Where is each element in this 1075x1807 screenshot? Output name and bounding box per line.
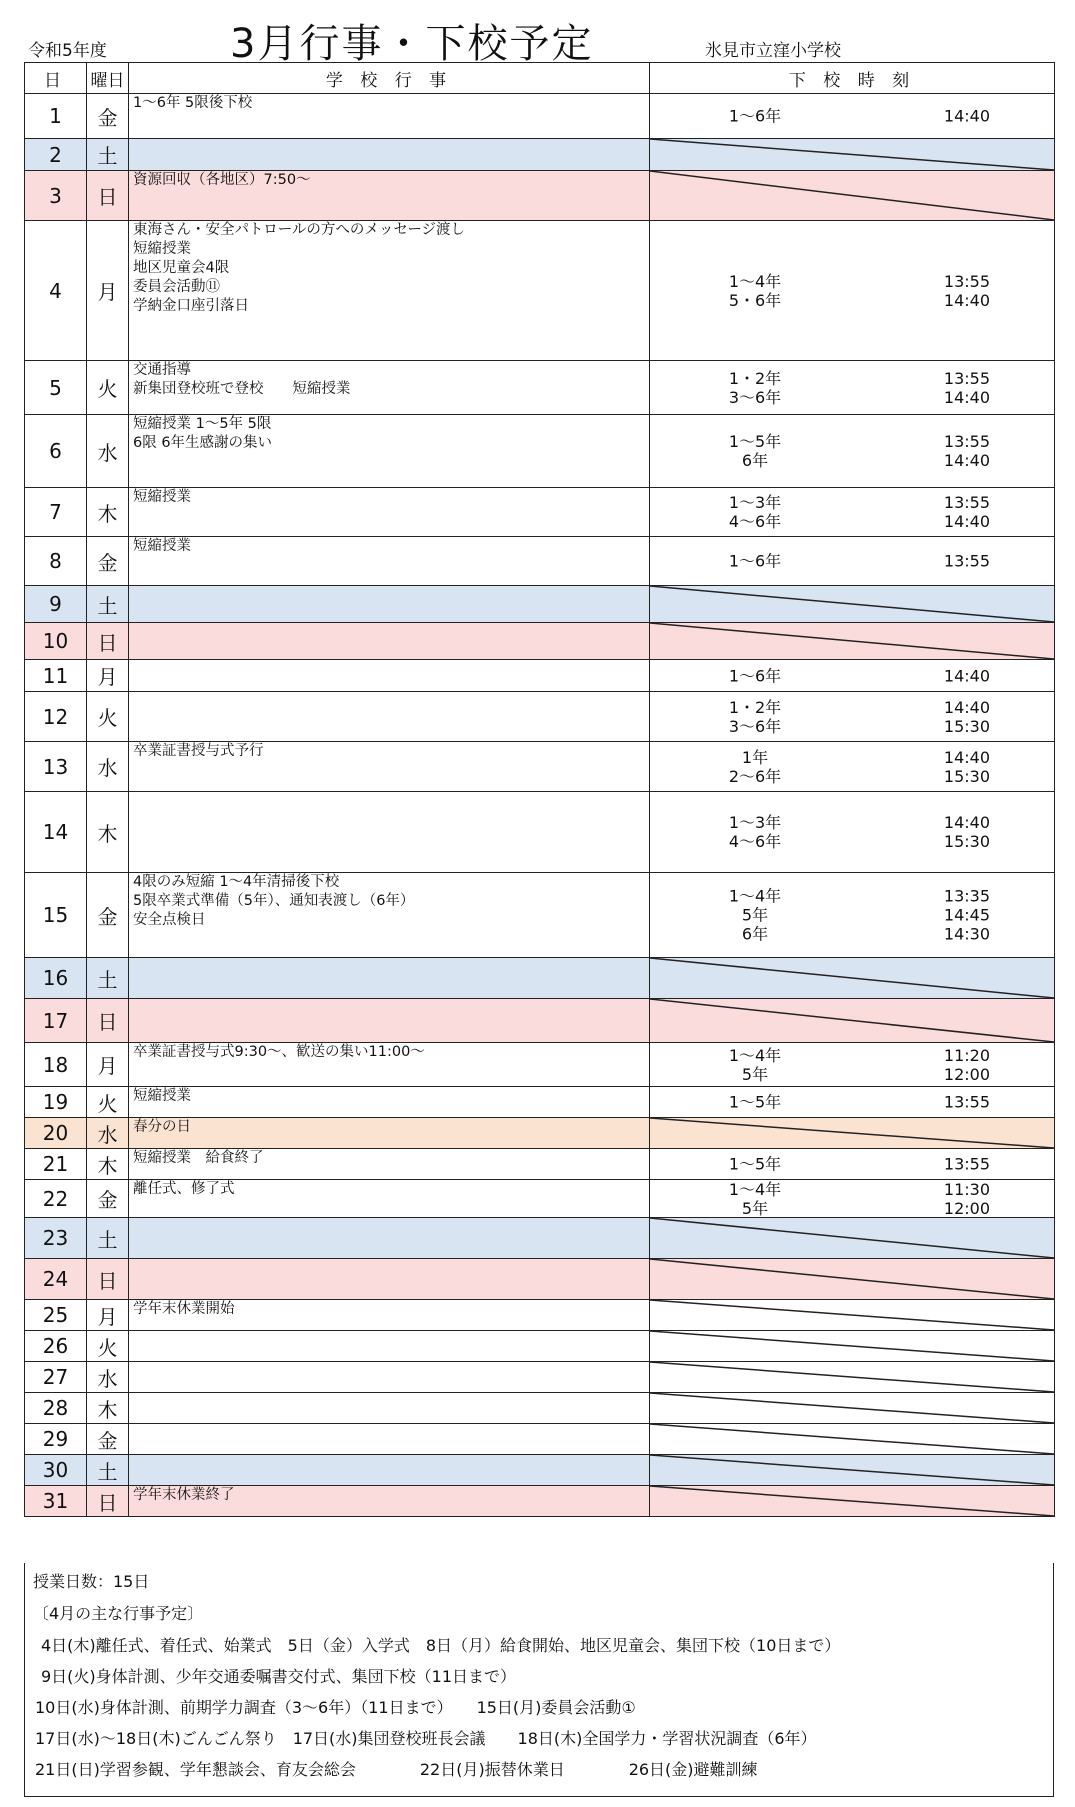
day-cell: 17	[25, 999, 87, 1043]
dismissal-times: 11:20 12:00	[943, 1045, 990, 1084]
events-cell: 東海さん・安全パトロールの方へのメッセージ渡し 短縮授業 地区児童会4限 委員会活動⑪ 学納金口座引落日	[129, 221, 650, 361]
dismissal-grades: 1・2年 3～6年	[728, 697, 782, 736]
dismissal-cell	[650, 792, 1055, 873]
table-row	[25, 742, 1055, 792]
day-cell: 30	[25, 1455, 87, 1486]
day-cell: 22	[25, 1180, 87, 1218]
slash-line	[650, 1393, 1054, 1423]
slash-line	[650, 999, 1054, 1042]
dismissal-times: 14:40 15:30	[943, 747, 990, 786]
diagonal-slash	[650, 1331, 1054, 1361]
dismissal-times: 13:55 14:40	[943, 368, 990, 407]
day-cell: 11	[25, 660, 87, 692]
day-cell: 31	[25, 1486, 87, 1517]
weekday-cell: 日	[87, 1486, 129, 1517]
slash-line	[650, 586, 1054, 622]
dismissal-grades: 1～5年 6年	[728, 432, 782, 470]
table-row	[25, 1180, 1055, 1218]
table-row	[25, 171, 1055, 221]
weekday-cell: 火	[87, 1331, 129, 1362]
table-row	[25, 873, 1055, 958]
day-cell: 23	[25, 1218, 87, 1259]
fiscal-year-label: 令和5年度	[28, 41, 107, 61]
table-row	[25, 1393, 1055, 1424]
weekday-cell: 水	[87, 1362, 129, 1393]
diagonal-slash	[650, 999, 1054, 1042]
dismissal-times: 14:40 15:30	[943, 813, 990, 851]
no-dismissal-cell	[650, 1218, 1055, 1259]
weekday-cell: 火	[87, 361, 129, 415]
day-cell: 14	[25, 792, 87, 873]
weekday-cell: 土	[87, 139, 129, 171]
table-row	[25, 1300, 1055, 1331]
april-event-line: 10日(水)身体計測、前期学力調査（3～6年）（11日まで） 15日(月)委員会活動①	[35, 1698, 636, 1717]
dismissal-cell	[650, 415, 1055, 488]
slash-line	[650, 139, 1054, 170]
events-cell: 1～6年 5限後下校	[129, 94, 650, 139]
day-cell: 18	[25, 1043, 87, 1087]
dismissal-grades: 1・2年 3～6年	[728, 368, 782, 407]
day-cell: 29	[25, 1424, 87, 1455]
notes-section	[24, 1563, 1054, 1797]
table-row	[25, 586, 1055, 623]
weekday-cell: 日	[87, 623, 129, 660]
diagonal-slash	[650, 623, 1054, 659]
events-cell	[129, 1259, 650, 1300]
weekday-cell: 木	[87, 792, 129, 873]
day-cell: 10	[25, 623, 87, 660]
events-cell: 春分の日	[129, 1118, 650, 1149]
weekday-cell: 火	[87, 1087, 129, 1118]
diagonal-slash	[650, 171, 1054, 220]
no-dismissal-cell	[650, 1331, 1055, 1362]
no-dismissal-cell	[650, 1259, 1055, 1300]
weekday-cell: 月	[87, 660, 129, 692]
day-cell: 1	[25, 94, 87, 139]
events-cell	[129, 1393, 650, 1424]
day-cell: 5	[25, 361, 87, 415]
weekday-cell: 土	[87, 1455, 129, 1486]
dismissal-cell	[650, 1149, 1055, 1180]
table-row	[25, 139, 1055, 171]
table-row	[25, 1118, 1055, 1149]
no-dismissal-cell	[650, 1486, 1055, 1517]
dismissal-cell	[650, 660, 1055, 692]
dismissal-cell	[650, 692, 1055, 742]
weekday-cell: 土	[87, 958, 129, 999]
dismissal-grades: 1～5年	[728, 1092, 782, 1112]
events-cell	[129, 1218, 650, 1259]
table-row	[25, 488, 1055, 537]
events-cell: 卒業証書授与式9:30～、歓送の集い11:00～	[129, 1043, 650, 1087]
diagonal-slash	[650, 586, 1054, 622]
day-cell: 7	[25, 488, 87, 537]
weekday-cell: 金	[87, 94, 129, 139]
events-cell: 短縮授業 1～5年 5限 6限 6年生感謝の集い	[129, 415, 650, 488]
diagonal-slash	[650, 958, 1054, 998]
slash-line	[650, 171, 1054, 220]
events-cell: 離任式、修了式	[129, 1180, 650, 1218]
events-cell	[129, 1362, 650, 1393]
day-cell: 21	[25, 1149, 87, 1180]
weekday-cell: 水	[87, 1118, 129, 1149]
dismissal-cell	[650, 873, 1055, 958]
april-events-heading: 〔4月の主な行事予定〕	[33, 1604, 204, 1623]
dismissal-times: 14:40	[943, 106, 990, 126]
school-name: 氷見市立窪小学校	[705, 41, 841, 61]
table-row	[25, 692, 1055, 742]
dow-column-header: 曜日	[87, 63, 129, 94]
dismissal-cell	[650, 488, 1055, 537]
dismissal-times: 11:30 12:00	[943, 1179, 990, 1218]
events-column-header: 学 校 行 事	[129, 63, 650, 94]
table-row	[25, 792, 1055, 873]
day-cell: 26	[25, 1331, 87, 1362]
day-cell: 8	[25, 537, 87, 586]
day-column-header: 日	[25, 63, 87, 94]
dismissal-column-header: 下 校 時 刻	[650, 63, 1055, 94]
dismissal-times: 14:40 15:30	[943, 697, 990, 736]
dismissal-grades: 1～4年 5年	[728, 1045, 782, 1084]
no-dismissal-cell	[650, 1424, 1055, 1455]
events-cell	[129, 958, 650, 999]
table-row	[25, 623, 1055, 660]
slash-line	[650, 958, 1054, 998]
dismissal-times: 13:55 14:40	[943, 493, 990, 531]
day-cell: 15	[25, 873, 87, 958]
weekday-cell: 月	[87, 1043, 129, 1087]
dismissal-cell	[650, 361, 1055, 415]
day-cell: 16	[25, 958, 87, 999]
no-dismissal-cell	[650, 1362, 1055, 1393]
dismissal-grades: 1～5年	[728, 1154, 782, 1174]
dismissal-cell	[650, 1043, 1055, 1087]
weekday-cell: 月	[87, 221, 129, 361]
table-row	[25, 1259, 1055, 1300]
day-cell: 13	[25, 742, 87, 792]
table-row	[25, 94, 1055, 139]
events-cell: 学年末休業終了	[129, 1486, 650, 1517]
table-row	[25, 361, 1055, 415]
weekday-cell: 金	[87, 1424, 129, 1455]
events-cell	[129, 999, 650, 1043]
day-cell: 24	[25, 1259, 87, 1300]
no-dismissal-cell	[650, 958, 1055, 999]
weekday-cell: 火	[87, 692, 129, 742]
day-cell: 4	[25, 221, 87, 361]
no-dismissal-cell	[650, 1393, 1055, 1424]
diagonal-slash	[650, 1259, 1054, 1299]
no-dismissal-cell	[650, 1300, 1055, 1331]
events-cell: 短縮授業	[129, 537, 650, 586]
table-row	[25, 1218, 1055, 1259]
day-cell: 19	[25, 1087, 87, 1118]
table-row	[25, 221, 1055, 361]
events-cell: 短縮授業	[129, 1087, 650, 1118]
weekday-cell: 木	[87, 1393, 129, 1424]
table-row	[25, 999, 1055, 1043]
no-dismissal-cell	[650, 623, 1055, 660]
dismissal-times: 13:55 14:40	[943, 271, 990, 310]
table-row	[25, 1424, 1055, 1455]
table-row	[25, 660, 1055, 692]
weekday-cell: 木	[87, 488, 129, 537]
table-row	[25, 1149, 1055, 1180]
weekday-cell: 水	[87, 742, 129, 792]
slash-line	[650, 1331, 1054, 1361]
diagonal-slash	[650, 1424, 1054, 1454]
table-row	[25, 415, 1055, 488]
table-header-row	[25, 63, 1055, 94]
events-cell	[129, 1424, 650, 1455]
day-cell: 20	[25, 1118, 87, 1149]
dismissal-grades: 1年 2～6年	[728, 747, 782, 786]
dismissal-cell	[650, 537, 1055, 586]
dismissal-grades: 1～6年	[728, 666, 782, 685]
events-cell	[129, 139, 650, 171]
table-row	[25, 1043, 1055, 1087]
dismissal-times: 13:55 14:40	[943, 432, 990, 470]
diagonal-slash	[650, 139, 1054, 170]
slash-line	[650, 1259, 1054, 1299]
dismissal-grades: 1～4年 5年	[728, 1179, 782, 1218]
dismissal-cell	[650, 1087, 1055, 1118]
dismissal-grades: 1～4年 5年 6年	[728, 886, 782, 944]
weekday-cell: 金	[87, 873, 129, 958]
table-row	[25, 537, 1055, 586]
weekday-cell: 月	[87, 1300, 129, 1331]
weekday-cell: 土	[87, 586, 129, 623]
events-cell: 短縮授業	[129, 488, 650, 537]
slash-line	[650, 623, 1054, 659]
events-cell: 資源回収（各地区）7:50～	[129, 171, 650, 221]
weekday-cell: 水	[87, 415, 129, 488]
weekday-cell: 木	[87, 1149, 129, 1180]
dismissal-grades: 1～3年 4～6年	[728, 493, 782, 531]
events-cell	[129, 692, 650, 742]
april-event-line: 21日(日)学習参観、学年懇談会、育友会総会 22日(月)振替休業日 26日(金)避難訓練	[35, 1760, 758, 1779]
table-row	[25, 1331, 1055, 1362]
dismissal-times: 13:55	[943, 551, 990, 571]
april-event-line: 9日(火)身体計測、少年交通委嘱書交付式、集団下校（11日まで）	[41, 1667, 517, 1686]
day-cell: 6	[25, 415, 87, 488]
dismissal-cell	[650, 94, 1055, 139]
dismissal-times: 13:55	[943, 1154, 990, 1174]
table-row	[25, 1455, 1055, 1486]
events-cell	[129, 792, 650, 873]
weekday-cell: 日	[87, 999, 129, 1043]
diagonal-slash	[650, 1362, 1054, 1392]
events-cell	[129, 1455, 650, 1486]
dismissal-cell	[650, 742, 1055, 792]
dismissal-grades: 1～6年	[728, 551, 782, 571]
events-cell: 4限のみ短縮 1～4年清掃後下校 5限卒業式準備（5年）、通知表渡し（6年） 安全点検日	[129, 873, 650, 958]
dismissal-grades: 1～6年	[728, 106, 782, 126]
slash-line	[650, 1424, 1054, 1454]
no-dismissal-cell	[650, 171, 1055, 221]
events-cell: 交通指導 新集団登校班で登校 短縮授業	[129, 361, 650, 415]
diagonal-slash	[650, 1455, 1054, 1485]
weekday-cell: 日	[87, 1259, 129, 1300]
april-event-line: 4日(木)離任式、着任式、始業式 5日（金）入学式 8日（月）給食開始、地区児童会、集団下校（10日まで）	[41, 1636, 841, 1655]
table-row	[25, 1087, 1055, 1118]
diagonal-slash	[650, 1393, 1054, 1423]
slash-line	[650, 1118, 1054, 1148]
schedule-table	[24, 62, 1055, 1517]
slash-line	[650, 1218, 1054, 1258]
day-cell: 2	[25, 139, 87, 171]
diagonal-slash	[650, 1300, 1054, 1330]
dismissal-times: 14:40	[943, 666, 990, 685]
no-dismissal-cell	[650, 139, 1055, 171]
day-cell: 3	[25, 171, 87, 221]
weekday-cell: 金	[87, 537, 129, 586]
weekday-cell: 土	[87, 1218, 129, 1259]
events-cell	[129, 586, 650, 623]
no-dismissal-cell	[650, 999, 1055, 1043]
day-cell: 27	[25, 1362, 87, 1393]
events-cell: 卒業証書授与式予行	[129, 742, 650, 792]
no-dismissal-cell	[650, 586, 1055, 623]
dismissal-grades: 1～4年 5・6年	[728, 271, 782, 310]
slash-line	[650, 1300, 1054, 1330]
table-row	[25, 1362, 1055, 1393]
table-row	[25, 958, 1055, 999]
april-event-line: 17日(水)～18日(木)ごんごん祭り 17日(水)集団登校班長会議 18日(木)全国学力・学習状況調査（6年）	[35, 1729, 817, 1748]
diagonal-slash	[650, 1218, 1054, 1258]
table-row	[25, 1486, 1055, 1517]
diagonal-slash	[650, 1118, 1054, 1148]
events-cell: 学年末休業開始	[129, 1300, 650, 1331]
day-cell: 12	[25, 692, 87, 742]
day-cell: 28	[25, 1393, 87, 1424]
dismissal-times: 13:35 14:45 14:30	[943, 886, 990, 944]
dismissal-cell	[650, 1180, 1055, 1218]
weekday-cell: 金	[87, 1180, 129, 1218]
diagonal-slash	[650, 1486, 1054, 1516]
weekday-cell: 日	[87, 171, 129, 221]
dismissal-grades: 1～3年 4～6年	[728, 813, 782, 851]
events-cell	[129, 660, 650, 692]
events-cell: 短縮授業 給食終了	[129, 1149, 650, 1180]
school-days-count: 授業日数：15日	[33, 1572, 150, 1591]
no-dismissal-cell	[650, 1118, 1055, 1149]
events-cell	[129, 623, 650, 660]
slash-line	[650, 1486, 1054, 1516]
slash-line	[650, 1362, 1054, 1392]
dismissal-times: 13:55	[943, 1092, 990, 1112]
day-cell: 9	[25, 586, 87, 623]
page-title: 3月行事・下校予定	[230, 21, 594, 67]
day-cell: 25	[25, 1300, 87, 1331]
dismissal-cell	[650, 221, 1055, 361]
slash-line	[650, 1455, 1054, 1485]
events-cell	[129, 1331, 650, 1362]
no-dismissal-cell	[650, 1455, 1055, 1486]
schedule-body	[25, 94, 1055, 1517]
